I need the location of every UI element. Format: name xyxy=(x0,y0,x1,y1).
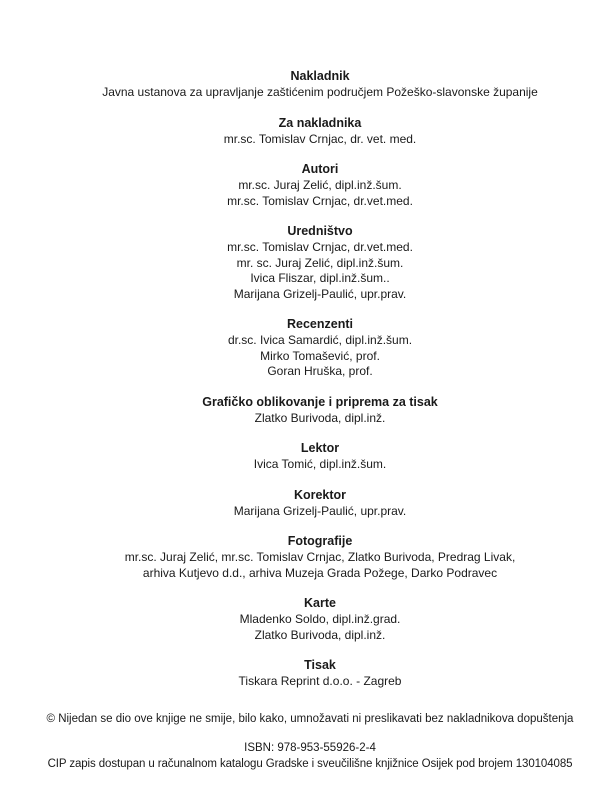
section-line: Zlatko Burivoda, dipl.inž. xyxy=(254,627,386,642)
credits-list xyxy=(60,68,580,704)
section-proofreader xyxy=(60,487,580,520)
section-maps xyxy=(60,595,580,643)
section-authors xyxy=(60,161,580,209)
section-line: dr.sc. Ivica Samardić, dipl.inž.šum. xyxy=(227,333,413,347)
section-line: Mladenko Soldo, dipl.inž.grad. xyxy=(239,612,401,626)
section-graphic-design xyxy=(60,394,580,427)
section-line: Marijana Grizelj-Paulić, upr.prav. xyxy=(233,503,407,518)
section-line: mr.sc. Juraj Zelić, dipl.inž.šum. xyxy=(238,178,402,192)
section-line: Tiskara Reprint d.o.o. - Zagreb xyxy=(238,674,402,688)
section-editorial-board xyxy=(60,223,580,302)
isbn-number: ISBN: 978-953-55926-2-4 xyxy=(244,742,376,754)
section-heading: Autori xyxy=(301,162,339,176)
section-heading: Karte xyxy=(304,596,336,610)
section-line: Ivica Tomić, dipl.inž.šum. xyxy=(253,457,387,471)
section-heading: Za nakladnika xyxy=(278,115,362,130)
section-line: Javna ustanova za upravljanje zaštićenim područjem Požeško-slavonske županije xyxy=(102,85,538,99)
section-heading: Grafičko oblikovanje i priprema za tisak xyxy=(202,394,438,409)
section-line: arhiva Kutjevo d.d., arhiva Muzeja Grada Požege, Darko Podravec xyxy=(142,565,498,580)
section-heading: Nakladnik xyxy=(290,69,350,83)
section-line: mr.sc. Juraj Zelić, mr.sc. Tomislav Crnjac, Zlatko Burivoda, Predrag Livak, xyxy=(124,550,516,564)
section-heading: Lektor xyxy=(300,441,340,455)
section-line: Goran Hruška, prof. xyxy=(267,364,373,378)
section-photographs xyxy=(60,533,580,581)
section-printing xyxy=(60,657,580,690)
section-heading: Korektor xyxy=(293,487,347,502)
section-for-publisher xyxy=(60,115,580,148)
cip-record-note: CIP zapis dostupan u računalnom katalogu Gradske i sveučilišne knjižnice Osijek pod brojem 130104085 xyxy=(47,758,573,770)
section-heading: Recenzenti xyxy=(287,317,353,331)
copyright-notice: © Nijedan se dio ove knjige ne smije, bilo kako, umnožavati ni preslikavati bez nakladnikova dopuštenja xyxy=(46,713,574,725)
section-heading: Fotografije xyxy=(287,534,353,548)
section-line: Mirko Tomašević, prof. xyxy=(260,348,380,363)
section-line: mr.sc. Tomislav Crnjac, dr. vet. med. xyxy=(223,131,417,146)
section-line: Marijana Grizelj-Paulić, upr.prav. xyxy=(233,286,407,301)
section-reviewers xyxy=(60,316,580,380)
section-line: Zlatko Burivoda, dipl.inž. xyxy=(254,410,386,425)
section-line: mr.sc. Tomislav Crnjac, dr.vet.med. xyxy=(227,193,413,208)
section-heading: Tisak xyxy=(304,658,336,672)
section-language-editor xyxy=(60,440,580,473)
section-line: mr. sc. Juraj Zelić, dipl.inž.šum. xyxy=(236,255,404,270)
section-line: mr.sc. Tomislav Crnjac, dr.vet.med. xyxy=(227,240,413,254)
section-line: Ivica Fliszar, dipl.inž.šum.. xyxy=(250,271,390,285)
section-publisher xyxy=(60,68,580,101)
section-heading: Uredništvo xyxy=(287,224,353,238)
